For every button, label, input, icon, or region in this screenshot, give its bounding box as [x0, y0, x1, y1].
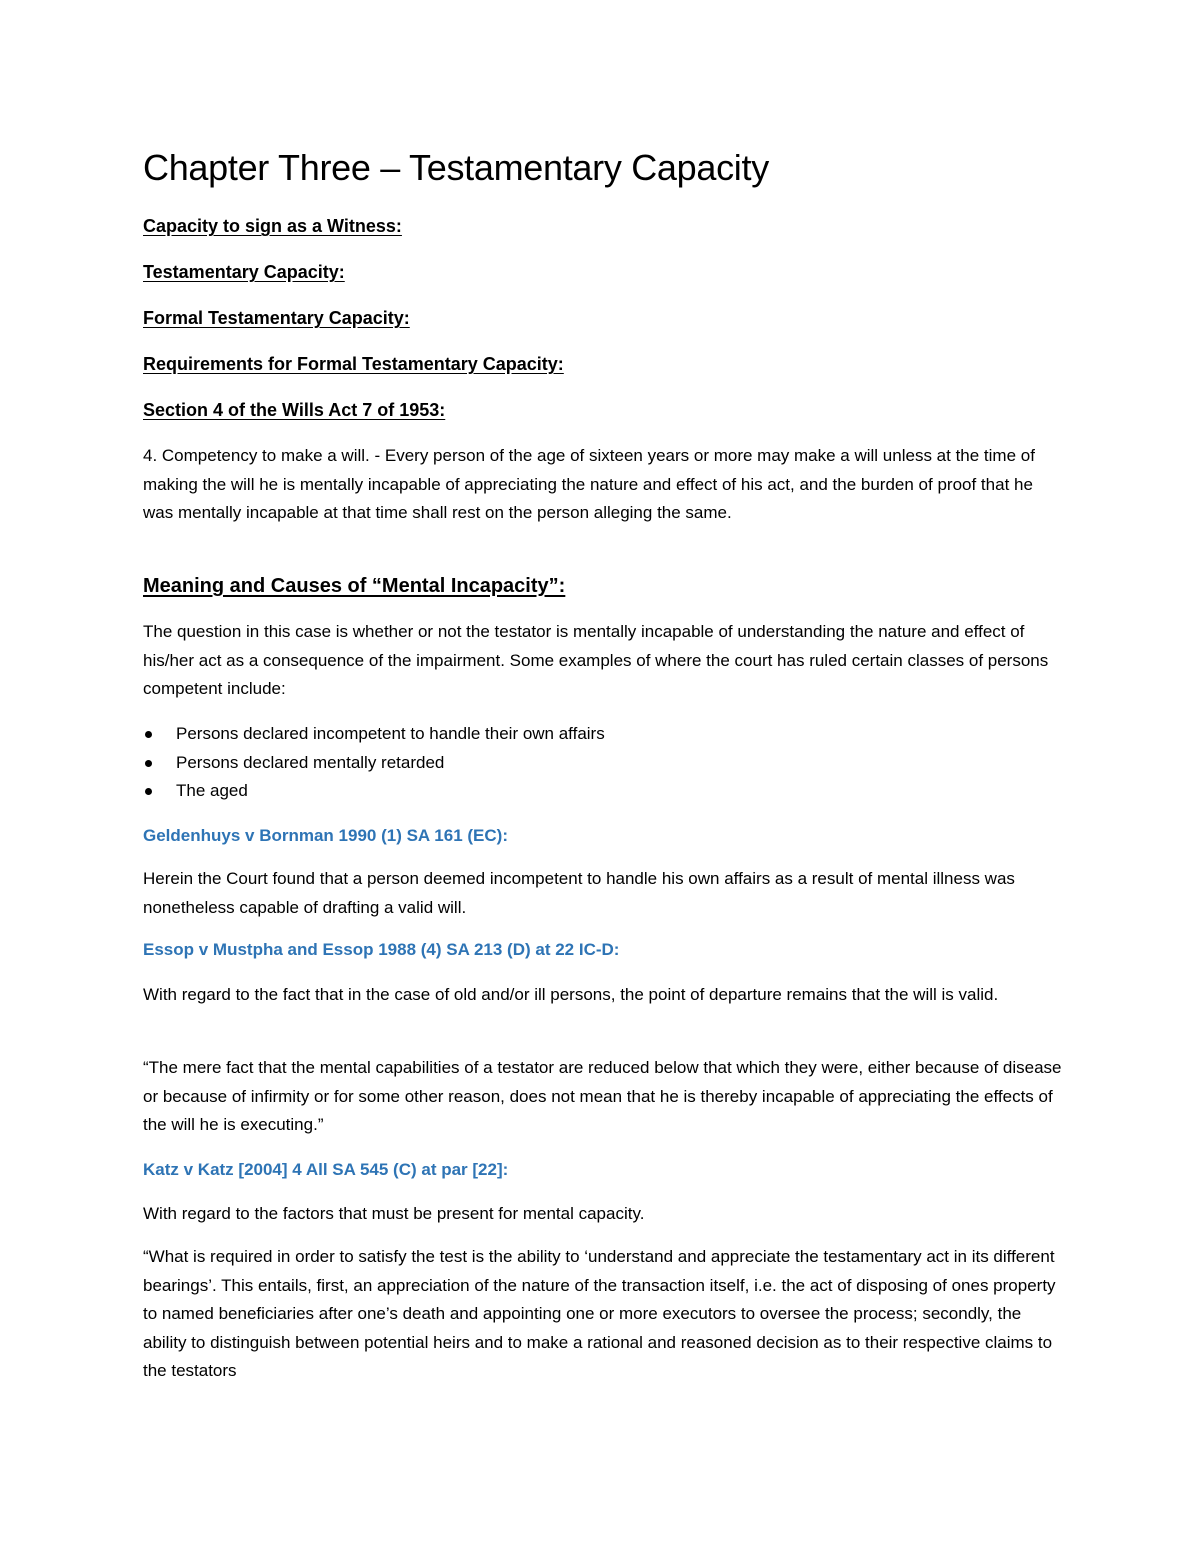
list-item-text: Persons declared mentally retarded — [176, 752, 445, 772]
heading-requirements: Requirements for Formal Testamentary Capacity: — [143, 354, 564, 374]
meaning-paragraph: The question in this case is whether or not the testator is mentally incapable of understanding the nature and effect of his/her act as a consequence of the impairment. Some examples of where the court has ruled certain classes of persons competent include: — [143, 622, 1049, 698]
heading-testamentary-capacity: Testamentary Capacity: — [143, 262, 345, 282]
case-paragraph-geldenhuys: Herein the Court found that a person deemed incompetent to handle his own affairs as a result of mental illness was nonetheless capable of drafting a valid will. — [143, 869, 1015, 917]
chapter-title: Chapter Three – Testamentary Capacity — [143, 147, 769, 188]
heading-witness-capacity: Capacity to sign as a Witness: — [143, 216, 402, 236]
competent-classes-list — [143, 720, 605, 806]
heading-section-4: Section 4 of the Wills Act 7 of 1953: — [143, 400, 446, 420]
case-paragraph-essop-1: With regard to the fact that in the case of old and/or ill persons, the point of departure remains that the will is valid. — [143, 985, 999, 1004]
bullet-icon — [145, 788, 152, 795]
case-heading-geldenhuys: Geldenhuys v Bornman 1990 (1) SA 161 (EC): — [143, 826, 508, 845]
case-paragraph-katz-1: With regard to the factors that must be present for mental capacity. — [143, 1204, 645, 1223]
list-item — [143, 749, 605, 778]
heading-meaning-mental-incapacity: Meaning and Causes of “Mental Incapacity”: — [143, 575, 566, 597]
case-heading-katz: Katz v Katz [2004] 4 All SA 545 (C) at par [22]: — [143, 1160, 509, 1179]
heading-formal-testamentary-capacity: Formal Testamentary Capacity: — [143, 308, 410, 328]
list-item — [143, 720, 605, 749]
bullet-icon — [145, 731, 152, 738]
bullet-icon — [145, 760, 152, 767]
case-heading-essop: Essop v Mustpha and Essop 1988 (4) SA 213 (D) at 22 IC-D: — [143, 940, 620, 959]
section-4-paragraph: 4. Competency to make a will. - Every person of the age of sixteen years or more may make a will unless at the time of making the will he is mentally incapable of appreciating the nature and effect of his act, and the burden of proof that he was mentally incapable at that time shall rest on the person alleging the same. — [143, 446, 1035, 522]
case-quote-essop: “The mere fact that the mental capabilities of a testator are reduced below that which they were, either because of disease or because of infirmity or for some other reason, does not mean that he is thereby incapable of appreciating the effects of the will he is executing.” — [143, 1058, 1062, 1134]
list-item-text: Persons declared incompetent to handle their own affairs — [176, 724, 605, 743]
case-quote-katz: “What is required in order to satisfy the test is the ability to ‘understand and appreciate the testamentary act in its different bearings’. This entails, first, an appreciation of the nature of the transaction itself, i.e. the act of disposing of ones property to named beneficiaries after one’s death and appointing one or more executors to oversee the process; secondly, the ability to distinguish between potential heirs and to make a rational and reasoned decision as to their respective claims to the testators — [143, 1247, 1056, 1380]
list-item — [143, 777, 605, 806]
list-item-text: The aged — [176, 781, 248, 800]
